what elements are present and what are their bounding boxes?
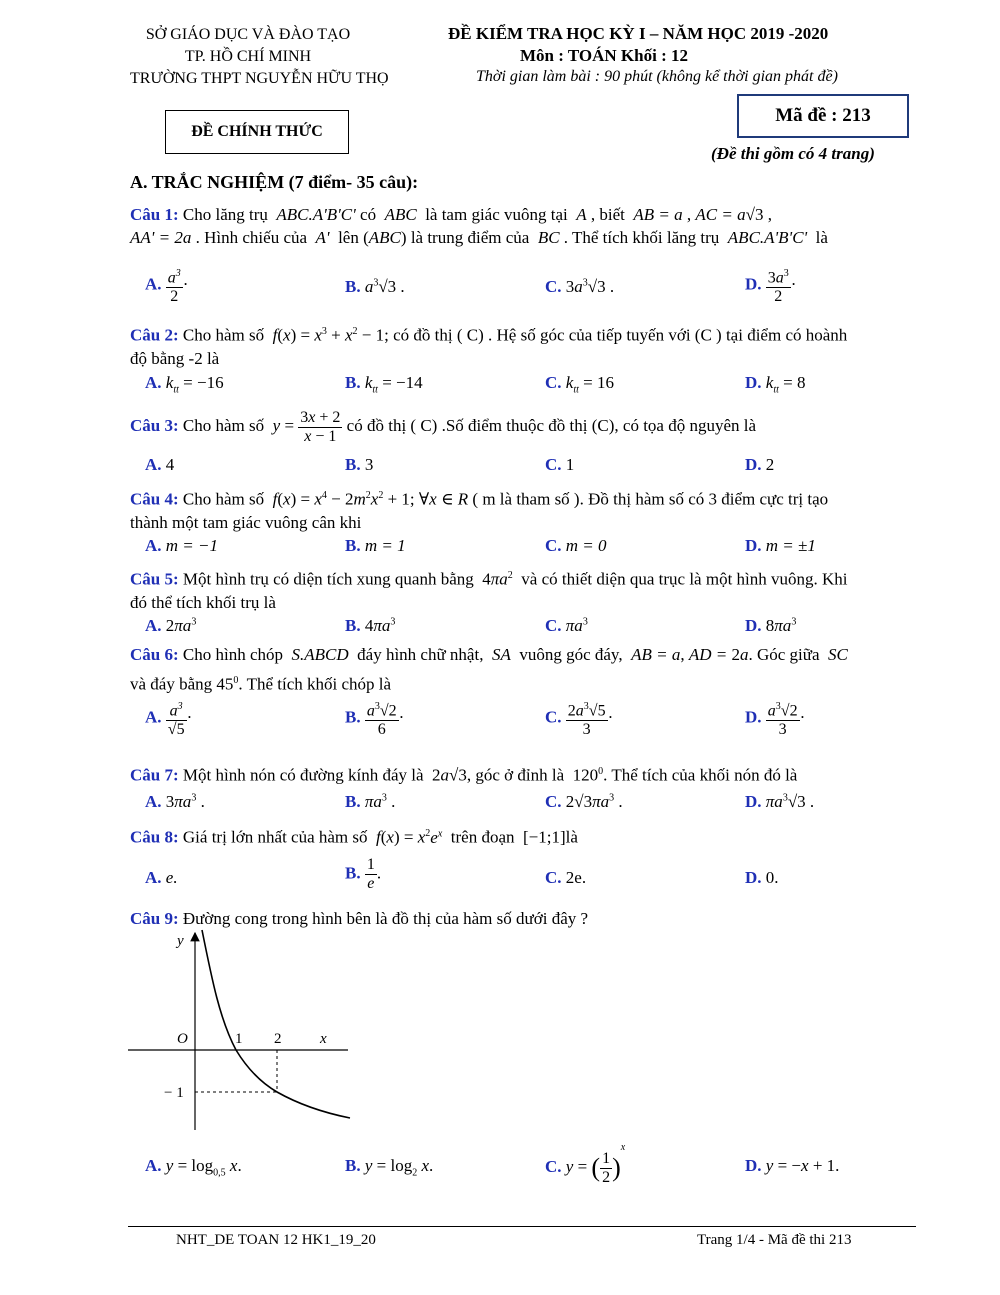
q9-option-c[interactable]: C. y = ( $\frac{1}{2}$ )$^x$ [545, 1142, 626, 1186]
q3-option-a[interactable]: A. 4 [145, 455, 175, 474]
q6-option-b[interactable]: B. $\frac{a^3√2}{6}$ · [345, 698, 404, 739]
q4-option-b[interactable]: B. m = 1 [345, 536, 406, 555]
question-text: Một hình nón có đường kính đáy là [182, 765, 424, 785]
question-8: Câu 8: Giá trị lớn nhất của hàm số $f(x) = x^2e^x$ trên đoạn [−1;1]là [130, 827, 578, 847]
footer-right: Trang 1/4 - Mã đề thi 213 [697, 1232, 852, 1248]
q6-option-a[interactable]: A. $\frac{a^3}{√5}$ · [145, 698, 192, 739]
question-5: Câu 5: Một hình trụ có diện tích xung quanh bằng $4\pi a^2$ và có thiết diện qua trục là một hình vuông. Khi đó thể tích khối trụ là [130, 569, 848, 612]
q6-option-d[interactable]: D. $\frac{a^3√2}{3}$ · [745, 698, 805, 739]
question-text: là [565, 827, 578, 847]
question-7: Câu 7: Một hình nón có đường kính đáy là 2a√3, góc ở đỉnh là $120^0$. Thể tích của khối nón đó là [130, 765, 798, 785]
question-label: Câu 4: [130, 489, 179, 509]
question-text: , góc ở đỉnh là [466, 765, 565, 785]
question-text: độ bằng -2 là [130, 348, 220, 368]
question-text: là trung điểm của [410, 228, 530, 247]
question-text: ( m là tham số ). Đồ thị hàm số có 3 điểm cực trị tạo [472, 489, 829, 509]
question-label: Câu 7: [130, 765, 179, 785]
question-1: Câu 1: Cho lăng trụ ABC.A'B'C' có ABC là tam giác vuông tại A , biết AB = a , AC = a√3 , AA' = 2a . Hình chiếu của A' lên (ABC) là trung điểm của BC . Thể tích khối lăng trụ ABC.A'B'C' là [130, 205, 828, 247]
q8-option-a[interactable]: A. e. [145, 868, 178, 887]
question-label: Câu 8: [130, 827, 179, 847]
q4-option-c[interactable]: C. m = 0 [545, 536, 607, 555]
q5-option-a[interactable]: A. $2\pi a^3$ [145, 616, 197, 635]
q8-option-b[interactable]: B. $\frac{1}{e}$ . [345, 856, 382, 892]
q4-option-d[interactable]: D. m = ±1 [745, 536, 816, 555]
question-text: Giá trị lớn nhất của hàm số [182, 827, 368, 847]
q6-option-c[interactable]: C. $\frac{2a^3√5}{3}$ · [545, 698, 613, 739]
question-text: là tam giác vuông tại [425, 205, 568, 224]
q2-option-c[interactable]: C. $k_{tt} = 16$ [545, 373, 614, 396]
footer-rule [128, 1226, 916, 1227]
function-graph [120, 925, 360, 1135]
question-text: . Thể tích khối chóp là [238, 674, 392, 694]
question-text: có [360, 205, 377, 224]
city-name: TP. HỒ CHÍ MINH [184, 48, 312, 65]
q7-option-b[interactable]: B. $\pi a^3$ . [345, 792, 396, 811]
question-text: đáy hình chữ nhật, [357, 645, 484, 664]
q1-option-d[interactable]: D. $\frac{3a^3}{2}$ · [745, 265, 796, 306]
tick-1: 1 [235, 1031, 243, 1047]
question-text: . Hình chiếu của [195, 228, 308, 247]
question-3: Câu 3: Cho hàm số y = $\frac{3x + 2}{x - 1}$ có đồ thị ( C) .Số điểm thuộc đồ thị (C), có tọa độ nguyên là [130, 408, 757, 445]
question-4: Câu 4: Cho hàm số $f(x) = x^4 - 2m^2x^2 + 1$; ∀x ∈ R ( m là tham số ). Đồ thị hàm số có 3 điểm cực trị tạo thành một tam giác vuông cân khi [130, 489, 829, 532]
q3-option-d[interactable]: D. 2 [745, 455, 775, 474]
q4-option-a[interactable]: A. m = −1 [145, 536, 219, 555]
question-text: Một hình trụ có diện tích xung quanh bằng [182, 569, 474, 589]
question-text: đó thể tích khối trụ là [130, 592, 276, 612]
q5-option-c[interactable]: C. $\pi a^3$ [545, 616, 588, 635]
q9-option-b[interactable]: B. $y = \log_2 x$. [345, 1156, 434, 1179]
q1-option-c[interactable]: C. $3a^3√3$ . [545, 277, 615, 296]
q3-option-c[interactable]: C. 1 [545, 455, 575, 474]
time-note: Thời gian làm bài : 90 phút (không kể thời gian phát đề) [476, 68, 838, 85]
q9-option-a[interactable]: A. $y = \log_{0,5} x$. [145, 1156, 242, 1179]
question-text: và có thiết diện qua trục là một hình vuông. Khi [521, 569, 848, 589]
tick-2: 2 [274, 1031, 282, 1047]
exam-code-box: Mã đề : 213 [737, 94, 909, 138]
q5-option-b[interactable]: B. $4\pi a^3$ [345, 616, 396, 635]
y-label: y [177, 933, 184, 949]
question-text: ; có đồ thị ( C) . Hệ số góc của tiếp tuyến với (C ) tại điểm có hoành [384, 325, 848, 345]
q2-option-b[interactable]: B. $k_{tt} = -14$ [345, 373, 423, 396]
log-curve [202, 930, 350, 1118]
question-text: Cho lăng trụ [182, 205, 268, 224]
question-text: thành một tam giác vuông cân khi [130, 512, 362, 532]
department-name: SỞ GIÁO DỤC VÀ ĐÀO TẠO [145, 26, 351, 43]
question-label: Câu 6: [130, 645, 179, 664]
question-label: Câu 1: [130, 205, 179, 224]
q5-option-d[interactable]: D. $8\pi a^3$ [745, 616, 797, 635]
question-label: Câu 5: [130, 569, 179, 589]
q2-option-d[interactable]: D. $k_{tt} = 8$ [745, 373, 806, 396]
pages-note: (Đề thi gồm có 4 trang) [711, 144, 875, 163]
question-text: trên đoạn [450, 827, 515, 847]
question-text: . Thể tích khối lăng trụ [563, 228, 720, 247]
question-text: . Thể tích của khối nón đó là [603, 765, 798, 785]
subject-line: Môn : TOÁN Khối : 12 [520, 46, 688, 65]
x-label: x [320, 1031, 327, 1047]
q3-option-b[interactable]: B. 3 [345, 455, 374, 474]
question-text: , biết [590, 205, 625, 224]
question-text: vuông góc đáy, [519, 645, 623, 664]
question-text: và đáy bằng [130, 674, 213, 694]
q1-option-a[interactable]: A. $\frac{a^3}{2}$ · [145, 265, 188, 306]
official-exam-box: ĐỀ CHÍNH THỨC [165, 110, 349, 154]
question-label: Câu 9: [130, 909, 179, 928]
question-text: là [815, 228, 828, 247]
question-text: có đồ thị ( C) .Số điểm thuộc đồ thị (C), có tọa độ nguyên là [346, 416, 757, 435]
q2-option-a[interactable]: A. $k_{tt} = -16$ [145, 373, 224, 396]
question-label: Câu 2: [130, 325, 179, 345]
origin-label: O [177, 1031, 188, 1047]
q7-option-d[interactable]: D. $\pi a^3√3$ . [745, 792, 815, 811]
q8-option-c[interactable]: C. 2e. [545, 868, 587, 887]
question-text: Cho hàm số [182, 325, 265, 345]
question-text: Đường cong trong hình bên là đồ thị của hàm số dưới đây ? [182, 909, 589, 928]
section-title: A. TRẮC NGHIỆM (7 điểm- 35 câu): [130, 172, 419, 192]
q1-option-b[interactable]: B. $a^3√3$ . [345, 277, 405, 296]
tick-minus-1: − 1 [164, 1085, 184, 1101]
q7-option-a[interactable]: A. $3\pi a^3$ . [145, 792, 205, 811]
school-header [130, 24, 389, 90]
question-label: Câu 3: [130, 416, 179, 435]
footer-left: NHT_DE TOAN 12 HK1_19_20 [176, 1232, 376, 1248]
q8-option-d[interactable]: D. 0. [745, 868, 779, 887]
question-text: . Góc giữa [748, 645, 820, 664]
question-2: Câu 2: Cho hàm số $f(x) = x^3 + x^2 - 1$; có đồ thị ( C) . Hệ số góc của tiếp tuyến với (C ) tại điểm có hoành độ bằng -2 là [130, 325, 848, 368]
question-text: Cho hàm số [182, 416, 265, 435]
q9-option-d[interactable]: D. y = −x + 1. [745, 1156, 840, 1175]
q7-option-c[interactable]: C. $2√3\pi a^3$ . [545, 792, 623, 811]
exam-title: ĐỀ KIỂM TRA HỌC KỲ I – NĂM HỌC 2019 -2020 [448, 24, 829, 43]
question-text: Cho hàm số [182, 489, 265, 509]
question-text: Cho hình chóp [182, 645, 284, 664]
question-text: lên [338, 228, 359, 247]
school-name: TRƯỜNG THPT NGUYỄN HỮU THỌ [130, 70, 389, 87]
question-6: Câu 6: Cho hình chóp S.ABCD đáy hình chữ nhật, SA vuông góc đáy, AB = a, AD = 2a. Góc giữa SC và đáy bằng $45^0$. Thể tích khối chóp là [130, 645, 848, 694]
